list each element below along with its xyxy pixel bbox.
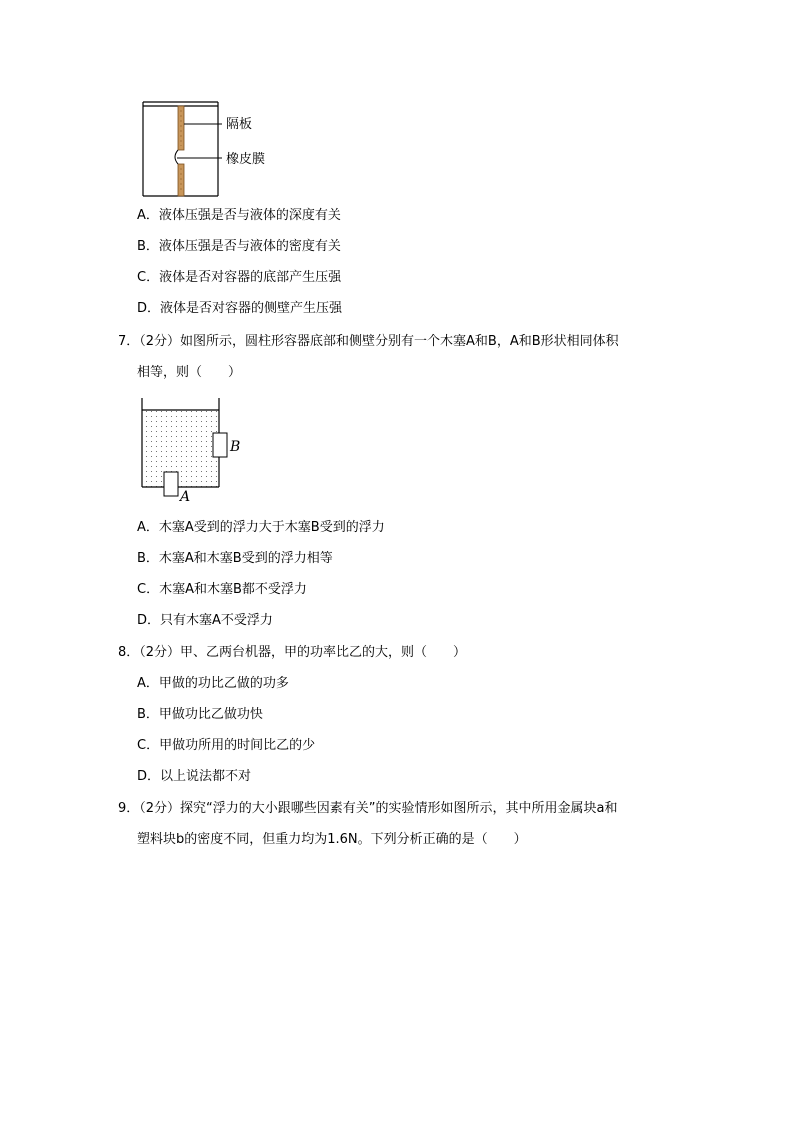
- figure-cork-container: [0, 390, 794, 510]
- q6-option-b: B．液体压强是否与液体的密度有关: [137, 239, 341, 254]
- q9-stem-continued: 塑料块b的密度不同，但重力均为1.6N。下列分析正确的是（ ）: [137, 832, 527, 847]
- q9-stem: 9．（2分）探究“浮力的大小跟哪些因素有关”的实验情形如图所示，其中所用金属块a和: [118, 801, 618, 816]
- partition-board: [178, 106, 184, 196]
- cork-a: [164, 472, 178, 496]
- cork-a-label: A: [180, 489, 191, 505]
- figure-partition-container: [0, 0, 794, 210]
- q8-option-a: A．甲做的功比乙做的功多: [137, 676, 289, 691]
- q6-option-d: D．液体是否对容器的侧壁产生压强: [137, 301, 343, 316]
- q7-option-b: B．木塞A和木塞B受到的浮力相等: [137, 551, 333, 566]
- rubber-membrane: [175, 150, 178, 164]
- cork-b-label: B: [230, 439, 241, 455]
- q7-option-a: A．木塞A受到的浮力大于木塞B受到的浮力: [137, 520, 385, 535]
- q7-stem: 7．（2分）如图所示，圆柱形容器底部和侧壁分别有一个木塞A和B，A和B形状相同体积: [118, 334, 619, 349]
- membrane-label: 橡皮膜: [226, 152, 266, 167]
- q7-option-d: D．只有木塞A不受浮力: [137, 613, 273, 628]
- q8-stem: 8．（2分）甲、乙两台机器，甲的功率比乙的大，则（ ）: [118, 645, 467, 660]
- q7-option-c: C．木塞A和木塞B都不受浮力: [137, 582, 307, 597]
- cork-b: [213, 433, 227, 457]
- q6-option-c: C．液体是否对容器的底部产生压强: [137, 270, 342, 285]
- q8-option-b: B．甲做功比乙做功快: [137, 707, 263, 722]
- q8-option-d: D．以上说法都不对: [137, 769, 252, 784]
- q8-option-c: C．甲做功所用的时间比乙的少: [137, 738, 316, 753]
- q6-option-a: A．液体压强是否与液体的深度有关: [137, 208, 341, 223]
- liquid-fill: [142, 410, 219, 487]
- q7-stem-continued: 相等，则（ ）: [137, 365, 242, 380]
- partition-label: 隔板: [226, 117, 253, 132]
